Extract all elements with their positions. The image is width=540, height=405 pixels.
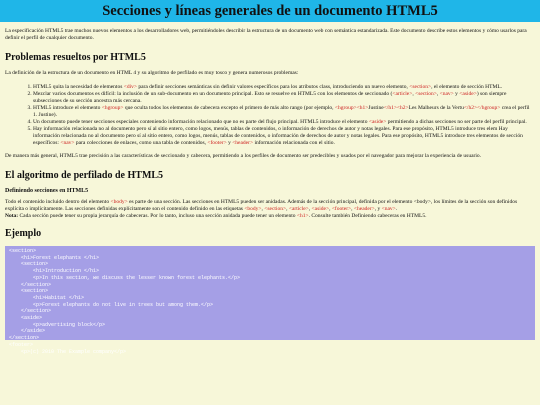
text-run: que oculta todos los elementos de cabecera excepto el primero de más alto rango (por ejemplo, xyxy=(123,105,335,111)
text-run: , xyxy=(329,206,332,212)
code-token: <footer> xyxy=(331,206,352,212)
text-run: permitiendo a dichas secciones no ser parte del perfil principal. xyxy=(386,119,527,125)
text-run: es parte de una sección. Las secciones en HTML5 pueden ser anidadas. Además de la sección principal, definida por el elemento <body>, los límites de la sección son definidos explícita o implícitamente. Las secciones definidas explícitamente son el contenido definido en las etiquetas xyxy=(5,199,518,212)
title-banner xyxy=(0,0,540,22)
intro-paragraph: La especificación HTML5 trae muchos nuevos elementos a los desarrolladores web, permitiéndoles describir la estructura de un documento web con semántica estandarizada. Este documento describe estos elementos y cómo usarlos para definir el perfil de cualquier documento. xyxy=(5,28,527,41)
defining-sections-heading: Definiendo secciones en HTML5 xyxy=(5,188,89,194)
problems-list xyxy=(5,84,535,147)
algorithm-paragraph xyxy=(5,199,535,220)
problems-lead: La definición de la estructura de un documento en HTML 4 y su algoritmo de perfilado es muy tosco y genera numerosos problemas: xyxy=(5,70,299,76)
code-token: <body> xyxy=(110,199,128,205)
algorithm-heading: El algoritmo de perfilado de HTML5 xyxy=(5,170,164,181)
problems-conclusion: De manera más general, HTML5 trae precisión a las características de seccionado y cabecera, permitiendo a los perfiles de documento ser predecibles y usados por el navegador para mejorar la experiencia de usuario. xyxy=(5,153,481,159)
text-run: . xyxy=(395,206,398,212)
code-line: <p>In this section, we discuss the lesser known forest elephants.</p> xyxy=(9,274,241,281)
code-token: <nav> xyxy=(439,91,454,97)
problem-item xyxy=(33,119,535,126)
code-line: <section> xyxy=(9,288,49,295)
page-title: Secciones y líneas generales de un documento HTML5 xyxy=(102,2,438,19)
code-token: <footer> xyxy=(207,140,227,146)
code-line: <footer> xyxy=(9,341,34,348)
text-run: para definir secciones semánticas sin definir valores específicos para los atributos class, introduciendo un nuevo elemento, xyxy=(136,84,410,90)
text-run: , xyxy=(412,91,416,97)
text-run: crea el perfil 1. Justine). xyxy=(33,105,530,118)
text-run: Cada sección puede tener su propia jerarquía de cabeceras. Por lo tanto, incluso una sección anidada puede tener un elemento xyxy=(18,213,297,219)
code-token: <body> xyxy=(244,206,262,212)
problem-item xyxy=(33,126,535,147)
text-run: HTML5 introduce el elemento xyxy=(33,105,102,111)
code-token: <hgroup><h1> xyxy=(334,105,369,111)
text-run: Justine xyxy=(368,105,384,111)
code-token: <nav> xyxy=(381,206,396,212)
code-line: <p>advertising block</p> xyxy=(9,321,106,328)
code-token: <hgroup> xyxy=(101,105,124,111)
text-run: Un documento puede tener secciones especiales conteniendo información relacionado que no es parte del flujo principal. HTML5 introduce el elemento xyxy=(33,119,369,125)
problem-item xyxy=(33,91,535,105)
code-token: <aside> xyxy=(368,119,387,125)
algorithm-paragraph-text xyxy=(5,199,517,212)
text-run: para colecciones de enlaces, como una tabla de contenidos, xyxy=(74,140,208,146)
code-token: <header> xyxy=(232,140,254,146)
code-token: </h1><h2> xyxy=(383,105,409,111)
code-line: </section> xyxy=(9,281,52,288)
text-run: Mezclar varios documentos es difícil: la inclusión de un sub-documento en un documento principal. Esto se resuelve en HTML5 con los elementos de seccionado ( xyxy=(33,91,393,97)
text-run: , el elemento de sección HTML. xyxy=(431,84,503,90)
text-run: Todo el contenido incluido dentro del elemento xyxy=(5,199,111,205)
note-label: Nota: xyxy=(5,213,19,219)
note-text xyxy=(18,213,426,219)
text-run: información relacionada con el sitio. xyxy=(253,140,335,146)
text-run: Les Malheurs de la Vertu xyxy=(408,105,464,111)
text-run: , xyxy=(261,206,265,212)
code-line: <h1>Introduction </h1> xyxy=(9,268,100,275)
code-line: <aside> xyxy=(9,315,43,322)
code-token: <nav> xyxy=(60,140,75,146)
text-run: y xyxy=(453,91,460,97)
code-line: </section> xyxy=(9,308,52,315)
code-line: <section> xyxy=(9,261,49,268)
code-line: </section> xyxy=(9,335,40,342)
text-run: . Consulte también Definiendo cabeceras en HTML5. xyxy=(308,213,427,219)
text-run: ) son siempre subsecciones de su sección ancestra más cercana. xyxy=(33,91,507,104)
code-token: <header> xyxy=(353,206,375,212)
code-token: <section> xyxy=(264,206,287,212)
text-run: , xyxy=(286,206,289,212)
text-run: , y xyxy=(374,206,382,212)
code-line: <p>(c) 2010 The Example company</p> xyxy=(9,348,127,355)
code-token: <div> xyxy=(123,84,137,90)
code-token: <section> xyxy=(415,91,437,97)
code-line: <p>Forest elephants do not live in trees but among them.</p> xyxy=(9,301,214,308)
code-line: <h1>Habitat </h1> xyxy=(9,294,85,301)
problems-heading: Problemas resueltos por HTML5 xyxy=(5,52,146,63)
text-run: y xyxy=(226,140,233,146)
problem-item xyxy=(33,84,535,91)
code-token: <article> xyxy=(288,206,309,212)
text-run: , xyxy=(308,206,312,212)
code-line: </aside> xyxy=(9,328,46,335)
code-example xyxy=(5,246,535,355)
code-line: <section> xyxy=(9,248,37,254)
code-token: <aside> xyxy=(311,206,330,212)
text-run: HTML5 quita la necesidad de elementos xyxy=(33,84,124,90)
text-run: Hay información relacionada no al documento pero sí al sitio entero, como logos, menús, tablas de contenidos, o información de derechos de autor y notas legales. Para ese propósito, HTML5 introduce tres elem Hay información relacionada no al documento pero sí al sitio entero, como logos, menús, tablas de contenidos, o información de derechos de autor y notas legales. Para ese propósito, HTML5 introduce tres elementos de sección específicos: xyxy=(33,126,523,146)
text-run: , xyxy=(351,206,354,212)
code-token: <aside> xyxy=(459,91,477,97)
text-run: , xyxy=(436,91,440,97)
problem-item xyxy=(33,105,535,119)
code-token: </h2></hgroup> xyxy=(463,105,501,111)
code-line: <h1>Forest elephants </h1> xyxy=(9,254,100,261)
code-token: <article> xyxy=(392,91,413,97)
code-token: <h1> xyxy=(296,213,309,219)
document-body xyxy=(0,22,540,355)
example-heading: Ejemplo xyxy=(5,228,42,239)
code-token: <section> xyxy=(409,84,432,90)
